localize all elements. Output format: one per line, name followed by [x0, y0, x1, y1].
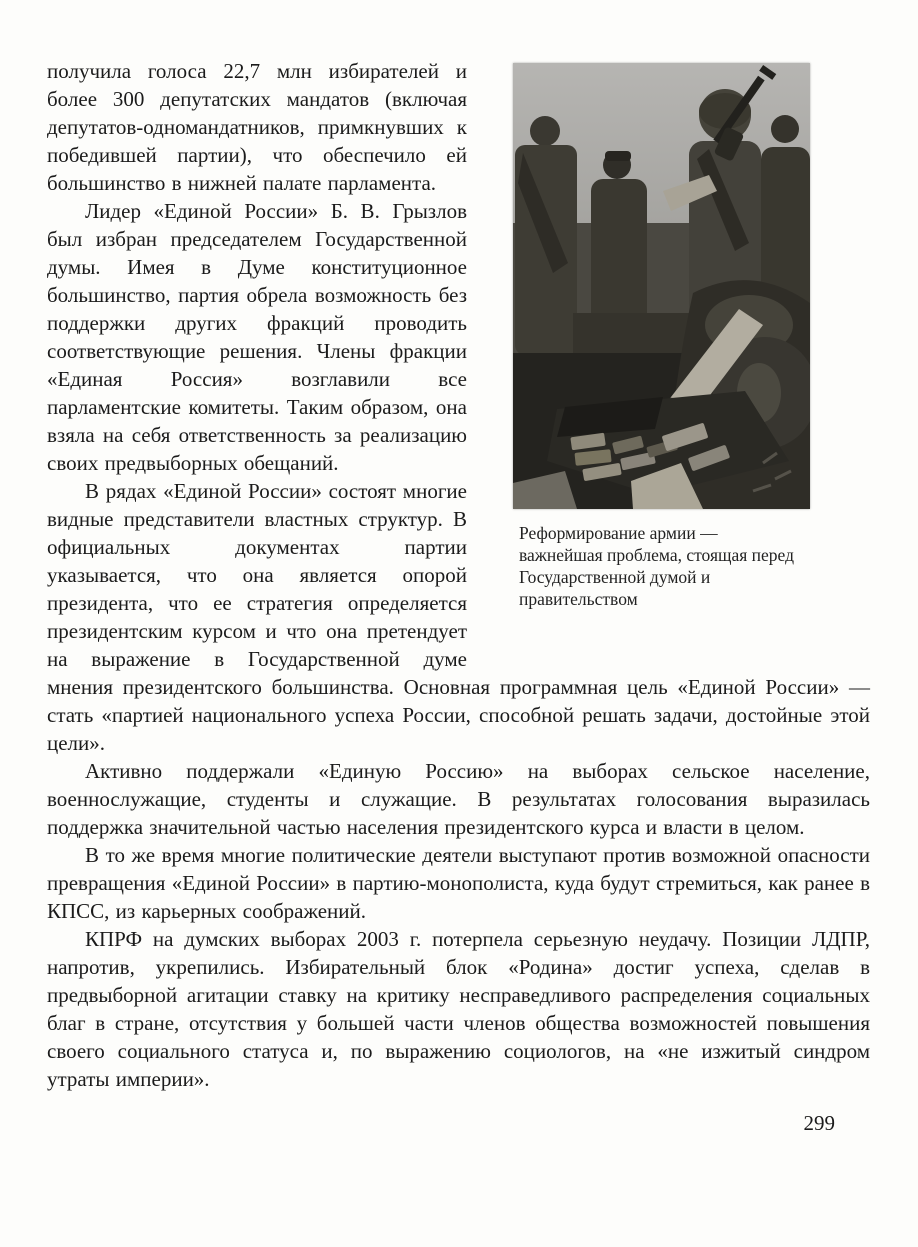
paragraph-6: КПРФ на думских выборах 2003 г. потерпела серьезную неудачу. Позиции ЛДПР, напротив, укрепились. Избирательный блок «Родина» достиг успеха, сделав в предвыборной агитации ставку на критику несправедливого распределения социальных благ в стране, отсутствия у большей части членов общества возможностей повышения своего социального статуса и, по выражению социологов, на «не изжитый синдром утраты империи». [47, 927, 870, 1091]
soldiers-photo-art [513, 63, 810, 509]
page-content [47, 57, 870, 1137]
paragraph-5: В то же время многие политические деятели выступают против возможной опасности превращения «Единой России» в партию-монополиста, куда будут стремиться, как ранее в КПСС, из карьерных соображений. [47, 843, 870, 923]
soldiers-photo [513, 63, 810, 509]
paragraph-2: Лидер «Единой России» Б. В. Грызлов был избран председателем Государственной думы. Имея в Думе конституционное большинство, партия обрела возможность без поддержки других фракций проводить соответствующие решения. Члены фракции «Единая Россия» возглавили все парламентские комитеты. Таким образом, она взяла на себя ответственность за реализацию своих предвыборных обещаний. [47, 199, 467, 475]
army-reform-figure [490, 63, 870, 610]
page-number: 299 [803, 1111, 835, 1135]
paragraph-3: В рядах «Единой России» состоят многие видные представители властных структур. В официальных документах партии указывается, что она является опорой президента, что ее стратегия определяется президентским курсом и что она претендует на выражение в Государственной думе мнения президентского большинства. Основная программная цель «Единой России» — стать «партией национального успеха России, способной решать задачи, достойные этой цели». [47, 479, 870, 755]
photo-caption: Реформирование армии — важнейшая проблема, стоящая перед Государственной думой и правительством [519, 523, 795, 609]
paragraph-4: Активно поддержали «Единую Россию» на выборах сельское население, военнослужащие, студенты и служащие. В результатах голосования выразилась поддержка значительной частью населения президентского курса и власти в целом. [47, 759, 870, 839]
paragraph-1: получила голоса 22,7 млн избирателей и более 300 депутатских мандатов (включая депутатов-одномандатников, примкнувших к победившей партии), что обеспечило ей большинство в нижней палате парламента. [47, 59, 467, 195]
